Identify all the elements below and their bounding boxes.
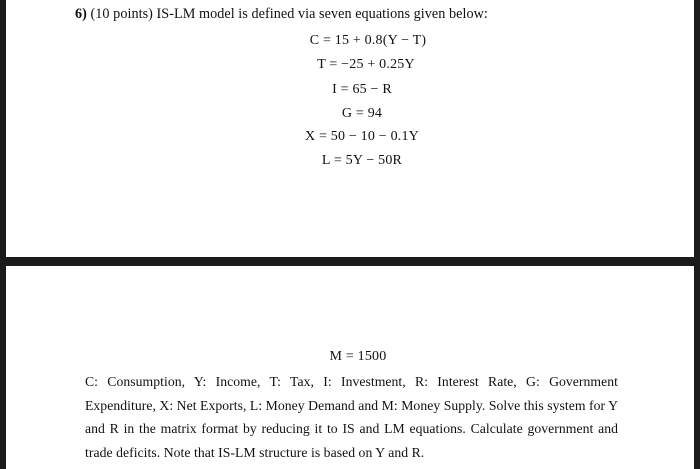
question-points-text: (10 points) IS-LM model is defined via seven equations given below: [86,6,488,22]
question-header [75,6,488,23]
question-page-top [6,0,694,257]
equation-government: G = 94 [341,106,383,121]
equation-tax: T = −25 + 0.25Y [317,57,415,72]
equation-investment: I = 65 − R [332,82,392,97]
equation-consumption: C = 15 + 0.8(Y − T) [309,33,427,48]
question-description: C: Consumption, Y: Income, T: Tax, I: Investment, R: Interest Rate, G: Government Expenditure, X: Net Exports, L: Money Demand and M: Money Supply. Solve this system for Y and R in the matrix format by reducing it to IS and LM equations. Calculate government and trade deficits. Note that IS-LM structure is based on Y and R. [85,374,619,460]
question-page-bottom [6,266,694,469]
question-number: 6) [75,6,87,22]
equation-money-demand: L = 5Y − 50R [321,153,403,168]
equation-net-exports: X = 50 − 10 − 0.1Y [304,129,419,144]
equation-money-supply: M = 1500 [329,349,387,364]
